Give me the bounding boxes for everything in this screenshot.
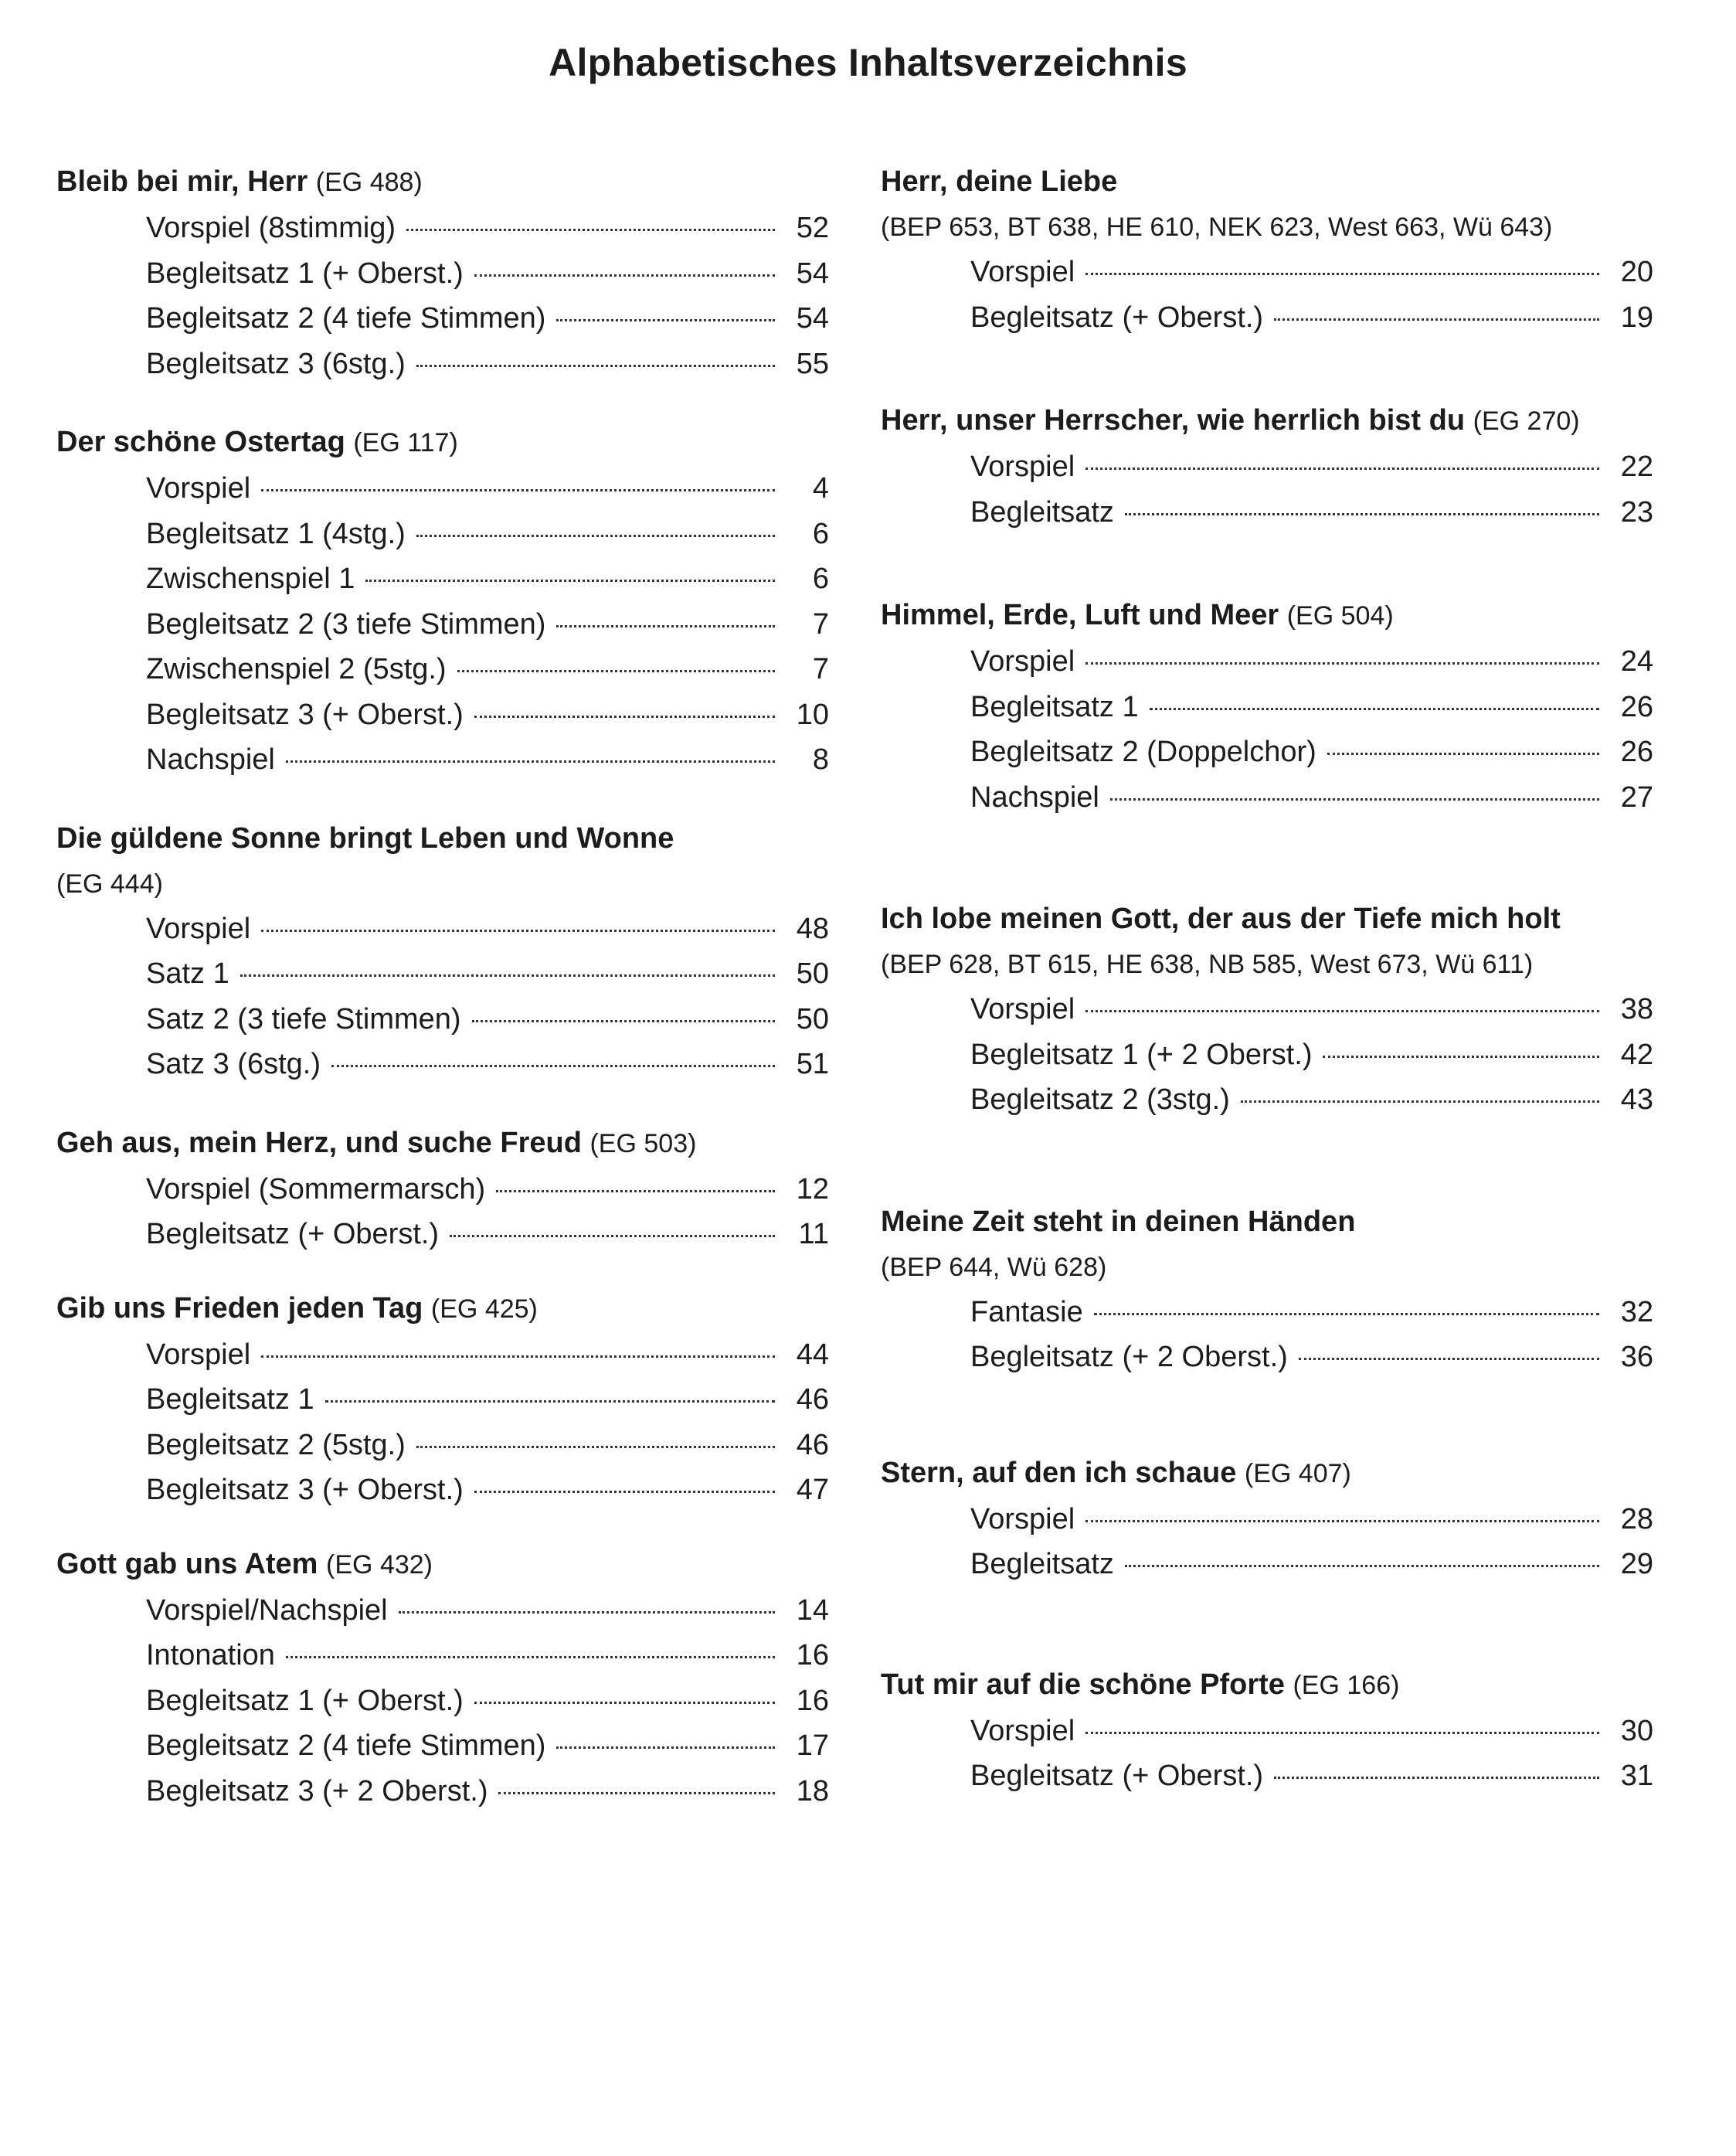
dot-leader: [325, 1400, 775, 1403]
dot-leader: [457, 670, 775, 672]
entry-label: Begleitsatz (+ Oberst.): [970, 1760, 1264, 1792]
dot-leader: [474, 716, 775, 718]
dot-leader: [1274, 318, 1599, 321]
toc-entry: [56, 1042, 829, 1087]
page-number: 38: [1620, 993, 1653, 1025]
entry-label: Vorspiel (8stimmig): [146, 212, 396, 244]
hymn-reference: (EG 425): [430, 1294, 538, 1324]
hymn-name: Herr, deine Liebe: [881, 165, 1118, 198]
hymn-title: [881, 1661, 1653, 1709]
toc-entry: [56, 556, 829, 602]
dot-leader: [1125, 513, 1599, 515]
page-number: 26: [1620, 690, 1653, 723]
dot-leader: [556, 1746, 775, 1749]
entry-label: Vorspiel: [146, 1338, 251, 1371]
toc-entry: [56, 602, 829, 648]
dot-leader: [1110, 798, 1599, 801]
hymn-title: [881, 1450, 1653, 1497]
dot-leader: [474, 1491, 775, 1493]
page-number: 43: [1620, 1083, 1653, 1116]
page-number: 18: [796, 1774, 829, 1807]
hymn-title: [881, 592, 1653, 639]
entry-label: Zwischenspiel 2 (5stg.): [146, 653, 447, 685]
toc-entry: [56, 1377, 829, 1423]
toc-section: [881, 592, 1653, 820]
page-number: 23: [1620, 495, 1653, 529]
toc-section: [881, 1199, 1653, 1380]
page-number: 6: [812, 563, 829, 595]
dot-leader: [1085, 1732, 1599, 1734]
dot-leader: [261, 930, 775, 932]
hymn-name: Die güldene Sonne bringt Leben und Wonne: [56, 821, 674, 855]
toc-section: [56, 1120, 829, 1257]
entry-label: Begleitsatz 1 (+ Oberst.): [146, 257, 464, 290]
toc-section: [56, 158, 829, 386]
toc-entry: [881, 1709, 1653, 1754]
dot-leader: [261, 1355, 775, 1358]
toc-entry: [881, 729, 1653, 775]
entry-label: Vorspiel: [970, 645, 1075, 678]
page-number: 28: [1620, 1502, 1653, 1535]
toc-entry: [881, 775, 1653, 821]
toc-entry: [881, 1290, 1653, 1335]
toc-entry: [56, 692, 829, 738]
page-number: 30: [1620, 1714, 1653, 1747]
hymn-title: [881, 1199, 1653, 1245]
page-number: 17: [796, 1729, 829, 1762]
page-number: 26: [1620, 736, 1653, 768]
toc-entry: [881, 1032, 1653, 1078]
toc-entry: [881, 1497, 1653, 1542]
page-number: 7: [812, 653, 829, 685]
dot-leader: [286, 760, 775, 763]
dot-leader: [1323, 1056, 1599, 1058]
dot-leader: [1085, 468, 1599, 470]
toc-column-left: [56, 158, 829, 1814]
page-number: 51: [796, 1048, 829, 1080]
page-number: 47: [796, 1474, 829, 1506]
entry-label: Begleitsatz 2 (Doppelchor): [970, 736, 1316, 768]
hymn-reference: (EG 407): [1244, 1458, 1351, 1488]
toc-section: [56, 419, 829, 783]
toc-entry: [881, 1077, 1653, 1123]
hymn-reference: (BEP 653, BT 638, HE 610, NEK 623, West 663, Wü 643): [881, 213, 1553, 242]
toc-entry: [881, 444, 1653, 490]
entry-label: Vorspiel: [970, 993, 1075, 1025]
page-number: 29: [1620, 1548, 1653, 1580]
dot-leader: [1085, 662, 1599, 665]
toc-entry: [56, 206, 829, 251]
entry-label: Vorspiel: [970, 1714, 1075, 1747]
page-title: Alphabetisches Inhaltsverzeichnis: [549, 41, 1187, 84]
dot-leader: [472, 1020, 775, 1022]
page-number: 4: [812, 472, 829, 505]
hymn-name: Ich lobe meinen Gott, der aus der Tiefe mich holt: [881, 903, 1561, 935]
dot-leader: [261, 489, 775, 491]
hymn-name: Bleib bei mir, Herr: [56, 165, 308, 198]
hymn-name: Tut mir auf die schöne Pforte: [881, 1668, 1285, 1701]
toc-entry: [881, 295, 1653, 341]
page-number: 54: [796, 257, 829, 290]
toc-section: [881, 158, 1653, 340]
entry-label: Begleitsatz 1 (+ 2 Oberst.): [970, 1038, 1313, 1071]
dot-leader: [286, 1656, 775, 1658]
entry-label: Begleitsatz 2 (4 tiefe Stimmen): [146, 302, 546, 335]
toc-entry: [56, 1678, 829, 1724]
toc-entry: [881, 639, 1653, 685]
toc-entry: [56, 1423, 829, 1468]
hymn-title: [56, 1120, 829, 1167]
hymn-name: Gott gab uns Atem: [56, 1547, 318, 1580]
page-number: 24: [1620, 645, 1653, 678]
dot-leader: [474, 1702, 775, 1704]
page-number: 44: [796, 1338, 829, 1371]
page-number: 12: [796, 1172, 829, 1206]
dot-leader: [496, 1190, 775, 1192]
entry-label: Nachspiel: [970, 780, 1099, 814]
entry-label: Begleitsatz 1: [146, 1383, 314, 1416]
toc-entry: [56, 1588, 829, 1634]
hymn-reference: (EG 166): [1293, 1670, 1400, 1700]
toc-section: [881, 1450, 1653, 1587]
dot-leader: [556, 319, 775, 321]
page-number: 46: [796, 1383, 829, 1416]
entry-label: Begleitsatz (+ Oberst.): [970, 301, 1264, 334]
entry-label: Begleitsatz 3 (6stg.): [146, 347, 406, 380]
toc-entry: [56, 1633, 829, 1678]
dot-leader: [406, 229, 775, 231]
page-number: 10: [796, 698, 829, 731]
toc-entry: [56, 512, 829, 557]
hymn-name: Der schöne Ostertag: [56, 426, 345, 458]
page-number: 42: [1620, 1038, 1653, 1071]
hymn-name: Geh aus, mein Herz, und suche Freud: [56, 1126, 582, 1159]
entry-label: Begleitsatz: [970, 495, 1114, 529]
dot-leader: [331, 1065, 775, 1067]
dot-leader: [498, 1792, 775, 1794]
entry-label: Begleitsatz 1 (+ Oberst.): [146, 1684, 464, 1717]
dot-leader: [1299, 1358, 1599, 1360]
page-number: 55: [796, 347, 829, 380]
entry-label: Begleitsatz 3 (+ 2 Oberst.): [146, 1774, 488, 1807]
hymn-reference: (EG 270): [1473, 406, 1580, 436]
hymn-title: [881, 158, 1653, 205]
toc-entry: [56, 296, 829, 342]
dot-leader: [1094, 1313, 1599, 1315]
entry-label: Begleitsatz 2 (3 tiefe Stimmen): [146, 607, 546, 641]
toc-entry: [56, 1167, 829, 1212]
entry-label: Fantasie: [970, 1295, 1083, 1328]
hymn-name: Meine Zeit steht in deinen Händen: [881, 1205, 1356, 1238]
entry-label: Begleitsatz 1 (4stg.): [146, 517, 406, 550]
hymn-reference: (EG 488): [315, 168, 423, 197]
entry-label: Begleitsatz 1: [970, 690, 1139, 723]
page-number: 8: [812, 743, 829, 776]
hymn-reference: (EG 432): [326, 1549, 433, 1580]
toc-entry: [881, 1542, 1653, 1587]
toc-entry: [56, 737, 829, 783]
toc-entry: [881, 250, 1653, 295]
entry-label: Vorspiel: [970, 1502, 1075, 1535]
entry-label: Satz 2 (3 tiefe Stimmen): [146, 1002, 461, 1035]
dot-leader: [1085, 1520, 1599, 1522]
toc-section: [56, 815, 829, 1087]
page-number: 50: [796, 1002, 829, 1035]
toc-entry: [881, 685, 1653, 730]
hymn-reference: (EG 444): [56, 869, 163, 899]
entry-label: Vorspiel: [970, 256, 1075, 288]
hymn-title: [56, 419, 829, 466]
entry-label: Satz 3 (6stg.): [146, 1048, 321, 1080]
entry-label: Begleitsatz 2 (3stg.): [970, 1083, 1230, 1116]
page-number: 20: [1620, 256, 1653, 288]
page-number: 54: [796, 302, 829, 335]
hymn-reference: (EG 504): [1286, 601, 1394, 631]
toc-entry: [56, 997, 829, 1042]
dot-leader: [1125, 1565, 1599, 1567]
page-number: 48: [796, 912, 829, 945]
page-number: 14: [796, 1593, 829, 1627]
page-number: 36: [1620, 1341, 1653, 1373]
dot-leader: [416, 535, 775, 537]
entry-label: Nachspiel: [146, 743, 275, 776]
hymn-title: [56, 1285, 829, 1332]
page-number: 27: [1620, 780, 1653, 814]
entry-label: Begleitsatz (+ Oberst.): [146, 1218, 440, 1250]
hymn-reference: (BEP 628, BT 615, HE 638, NB 585, West 673, Wü 611): [881, 950, 1534, 979]
dot-leader: [1241, 1100, 1599, 1103]
entry-label: Vorspiel: [970, 451, 1075, 483]
entry-label: Begleitsatz 2 (5stg.): [146, 1428, 406, 1461]
page-number: 46: [796, 1428, 829, 1461]
entry-label: Vorspiel: [146, 472, 251, 505]
dot-leader: [399, 1611, 775, 1614]
toc-entry: [56, 647, 829, 692]
page-number: 31: [1620, 1760, 1653, 1792]
dot-leader: [1085, 1010, 1599, 1012]
dot-leader: [1327, 753, 1599, 755]
dot-leader: [416, 1446, 775, 1448]
hymn-title: [56, 1541, 829, 1588]
toc-entry: [56, 251, 829, 297]
page-number: 19: [1620, 301, 1653, 334]
dot-leader: [556, 625, 775, 627]
page-number: 6: [812, 517, 829, 550]
entry-label: Vorspiel: [146, 912, 251, 945]
hymn-reference: (BEP 644, Wü 628): [881, 1252, 1107, 1282]
dot-leader: [240, 974, 775, 977]
toc-entry: [56, 342, 829, 387]
entry-label: Zwischenspiel 1: [146, 563, 355, 595]
page-number: 52: [796, 212, 829, 244]
toc-entry: [56, 1212, 829, 1257]
hymn-title: [56, 815, 829, 862]
toc-entry: [881, 1753, 1653, 1799]
hymn-title: [56, 158, 829, 206]
hymn-reference: (EG 117): [353, 428, 458, 457]
page-number: 50: [796, 957, 829, 990]
toc-entry: [56, 466, 829, 512]
entry-label: Intonation: [146, 1639, 275, 1671]
entry-label: Begleitsatz (+ 2 Oberst.): [970, 1341, 1288, 1373]
toc-entry: [56, 1723, 829, 1769]
entry-label: Vorspiel/Nachspiel: [146, 1593, 388, 1627]
dot-leader: [450, 1235, 775, 1237]
page-number: 16: [796, 1684, 829, 1717]
hymn-name: Himmel, Erde, Luft und Meer: [881, 599, 1279, 631]
toc-entry: [881, 490, 1653, 536]
page-number: 16: [796, 1639, 829, 1671]
dot-leader: [365, 580, 775, 582]
toc-entry: [56, 951, 829, 997]
toc-column-right: [881, 158, 1653, 1799]
page-number: 22: [1620, 451, 1653, 483]
toc-entry: [56, 1332, 829, 1378]
toc-section: [881, 397, 1653, 535]
toc-section: [881, 1661, 1653, 1799]
toc-entry: [56, 1769, 829, 1814]
page-number: 32: [1620, 1295, 1653, 1328]
hymn-title: [881, 397, 1653, 444]
hymn-name: Herr, unser Herrscher, wie herrlich bist du: [881, 404, 1466, 437]
dot-leader: [474, 274, 775, 277]
toc-section: [881, 896, 1653, 1123]
entry-label: Begleitsatz 2 (4 tiefe Stimmen): [146, 1729, 546, 1762]
toc-entry: [56, 906, 829, 952]
dot-leader: [416, 365, 775, 367]
hymn-name: Stern, auf den ich schaue: [881, 1456, 1237, 1489]
entry-label: Begleitsatz: [970, 1548, 1114, 1580]
entry-label: Satz 1: [146, 957, 229, 990]
toc-entry: [881, 1335, 1653, 1380]
dot-leader: [1274, 1777, 1599, 1779]
page-number: 7: [812, 607, 829, 641]
hymn-reference: (EG 503): [589, 1128, 697, 1158]
toc-section: [56, 1285, 829, 1513]
entry-label: Begleitsatz 3 (+ Oberst.): [146, 698, 464, 731]
dot-leader: [1085, 273, 1599, 275]
toc-section: [56, 1541, 829, 1814]
hymn-title: [881, 896, 1653, 942]
page-number: 11: [798, 1218, 829, 1250]
entry-label: Begleitsatz 3 (+ Oberst.): [146, 1474, 464, 1506]
dot-leader: [1150, 708, 1599, 710]
toc-entry: [881, 987, 1653, 1032]
hymn-name: Gib uns Frieden jeden Tag: [56, 1291, 423, 1325]
toc-entry: [56, 1467, 829, 1513]
entry-label: Vorspiel (Sommermarsch): [146, 1172, 486, 1206]
